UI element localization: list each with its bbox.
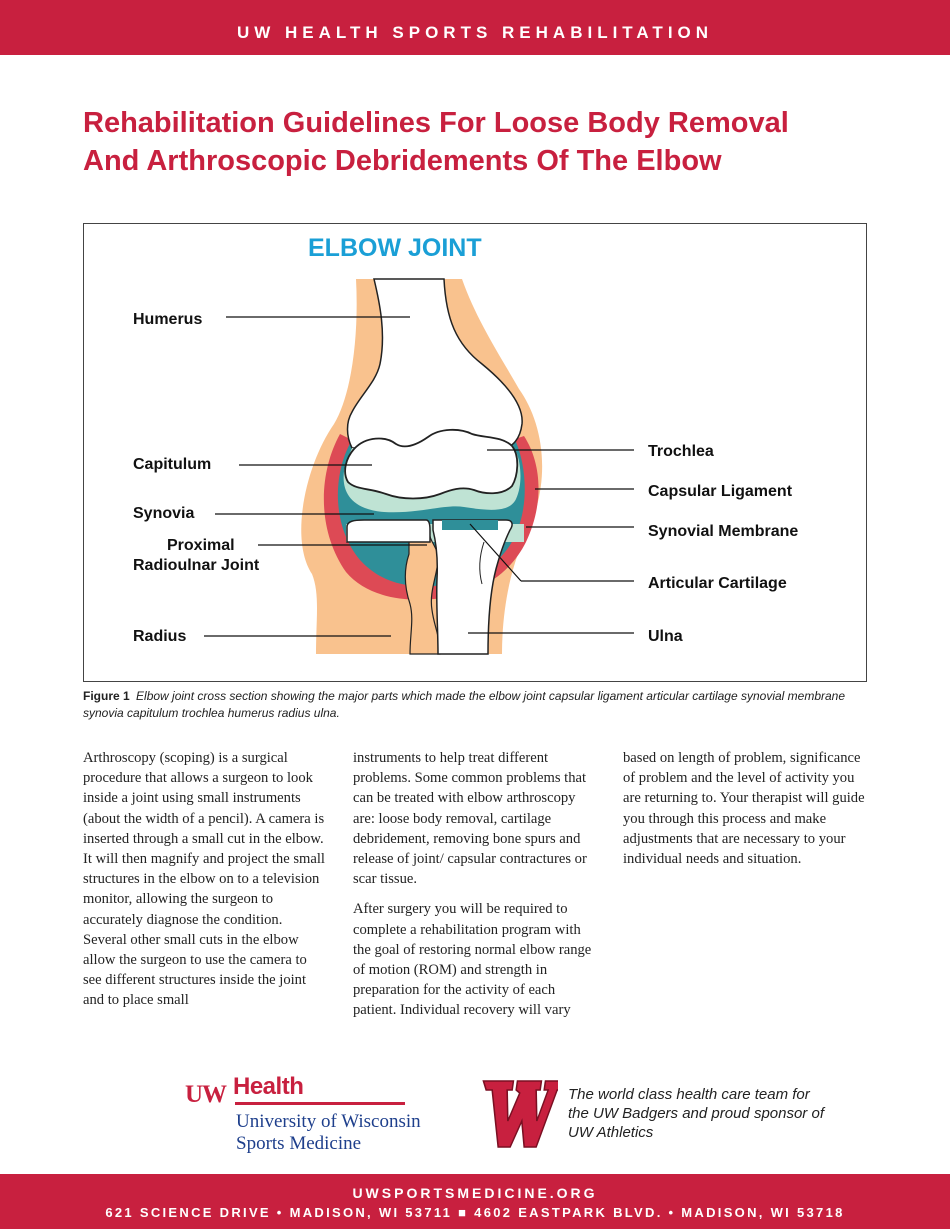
label-humerus: Humerus — [133, 311, 203, 328]
capitulum-trochlea-shape — [345, 430, 517, 499]
body-column-2 — [353, 748, 598, 1031]
sponsor-text: The world class health care team for the UW Badgers and proud sponsor of UW Athletics — [568, 1086, 824, 1141]
ulna-notch-shape — [442, 520, 498, 530]
label-proximal: Proximal — [167, 537, 235, 554]
label-trochlea: Trochlea — [648, 443, 714, 460]
label-synovia: Synovia — [133, 505, 195, 522]
figure-heading: ELBOW JOINT — [308, 234, 482, 262]
uw-logo-subtitle-1: University of Wisconsin — [236, 1111, 421, 1132]
label-radius: Radius — [133, 628, 187, 645]
footer-addresses: 621 SCIENCE DRIVE • MADISON, WI 53711 ■ 4602 EASTPARK BLVD. • MADISON, WI 53718 — [105, 1205, 845, 1220]
page-title — [83, 104, 883, 180]
label-ulna: Ulna — [648, 628, 683, 645]
label-capsular-ligament: Capsular Ligament — [648, 483, 793, 500]
radius-head-shape — [347, 520, 430, 542]
page-title-line-2: And Arthroscopic Debridements Of The Elbow — [83, 145, 722, 177]
label-capitulum: Capitulum — [133, 456, 212, 473]
uw-logo-rule — [235, 1102, 405, 1105]
label-radioulnar: Radioulnar Joint — [133, 557, 260, 574]
footer-website-link[interactable]: UWSPORTSMEDICINE.ORG — [352, 1185, 598, 1201]
body-paragraph: After surgery you will be required to complete a rehabilitation program with the goal of restoring normal elbow range of motion (ROM) and strength in preparation for the activity of each patient. Individual recovery will vary — [353, 901, 592, 1019]
uw-logo-health: Health — [233, 1073, 304, 1100]
elbow-figure — [83, 223, 867, 682]
header-banner-text: UW HEALTH SPORTS REHABILITATION — [236, 23, 714, 42]
body-paragraph: Arthroscopy (scoping) is a surgical procedure that allows a surgeon to look inside a joint using small instruments (about the width of a pencil). A camera is inserted through a small cut in the elbow. It will then magnify and project the small structures in the elbow on to a television monitor, allowing the surgeon to accurately diagnose the condition. Several other small cuts in the elbow allow the surgeon to use the camera to see different structures inside the joint and to place small — [83, 750, 325, 1009]
elbow-diagram — [84, 224, 866, 681]
header-banner — [0, 0, 950, 55]
body-column-3 — [623, 748, 868, 879]
label-articular-cartilage: Articular Cartilage — [648, 575, 787, 592]
body-column-1 — [83, 748, 328, 1021]
figure-caption-label: Figure 1 — [83, 689, 130, 703]
uw-logo-letters: UW — [185, 1081, 227, 1108]
footer-banner — [0, 1174, 950, 1229]
body-paragraph: instruments to help treat different problems. Some common problems that can be treated with elbow arthroscopy are: loose body removal, cartilage debridement, removing bone spurs and release of joint/ capsular contractures or scar tissue. — [353, 750, 587, 888]
motion-w-icon — [474, 1081, 558, 1147]
page-title-line-1: Rehabilitation Guidelines For Loose Body Removal — [83, 107, 789, 139]
uw-health-logo — [185, 1073, 421, 1158]
figure-caption — [83, 688, 873, 722]
motion-w-logo — [474, 1077, 558, 1153]
uw-logo-subtitle-2: Sports Medicine — [236, 1133, 362, 1154]
body-paragraph: based on length of problem, significance of problem and the level of activity you are returning to. Your therapist will guide you through this process and make adjustments that are necessary to your individual needs and situation. — [623, 750, 865, 868]
label-synovial-membrane: Synovial Membrane — [648, 523, 799, 540]
figure-caption-text: Elbow joint cross section showing the major parts which made the elbow joint capsular ligament articular cartilage synovial membrane synovia capitulum trochlea humerus radius ulna. — [83, 689, 846, 720]
